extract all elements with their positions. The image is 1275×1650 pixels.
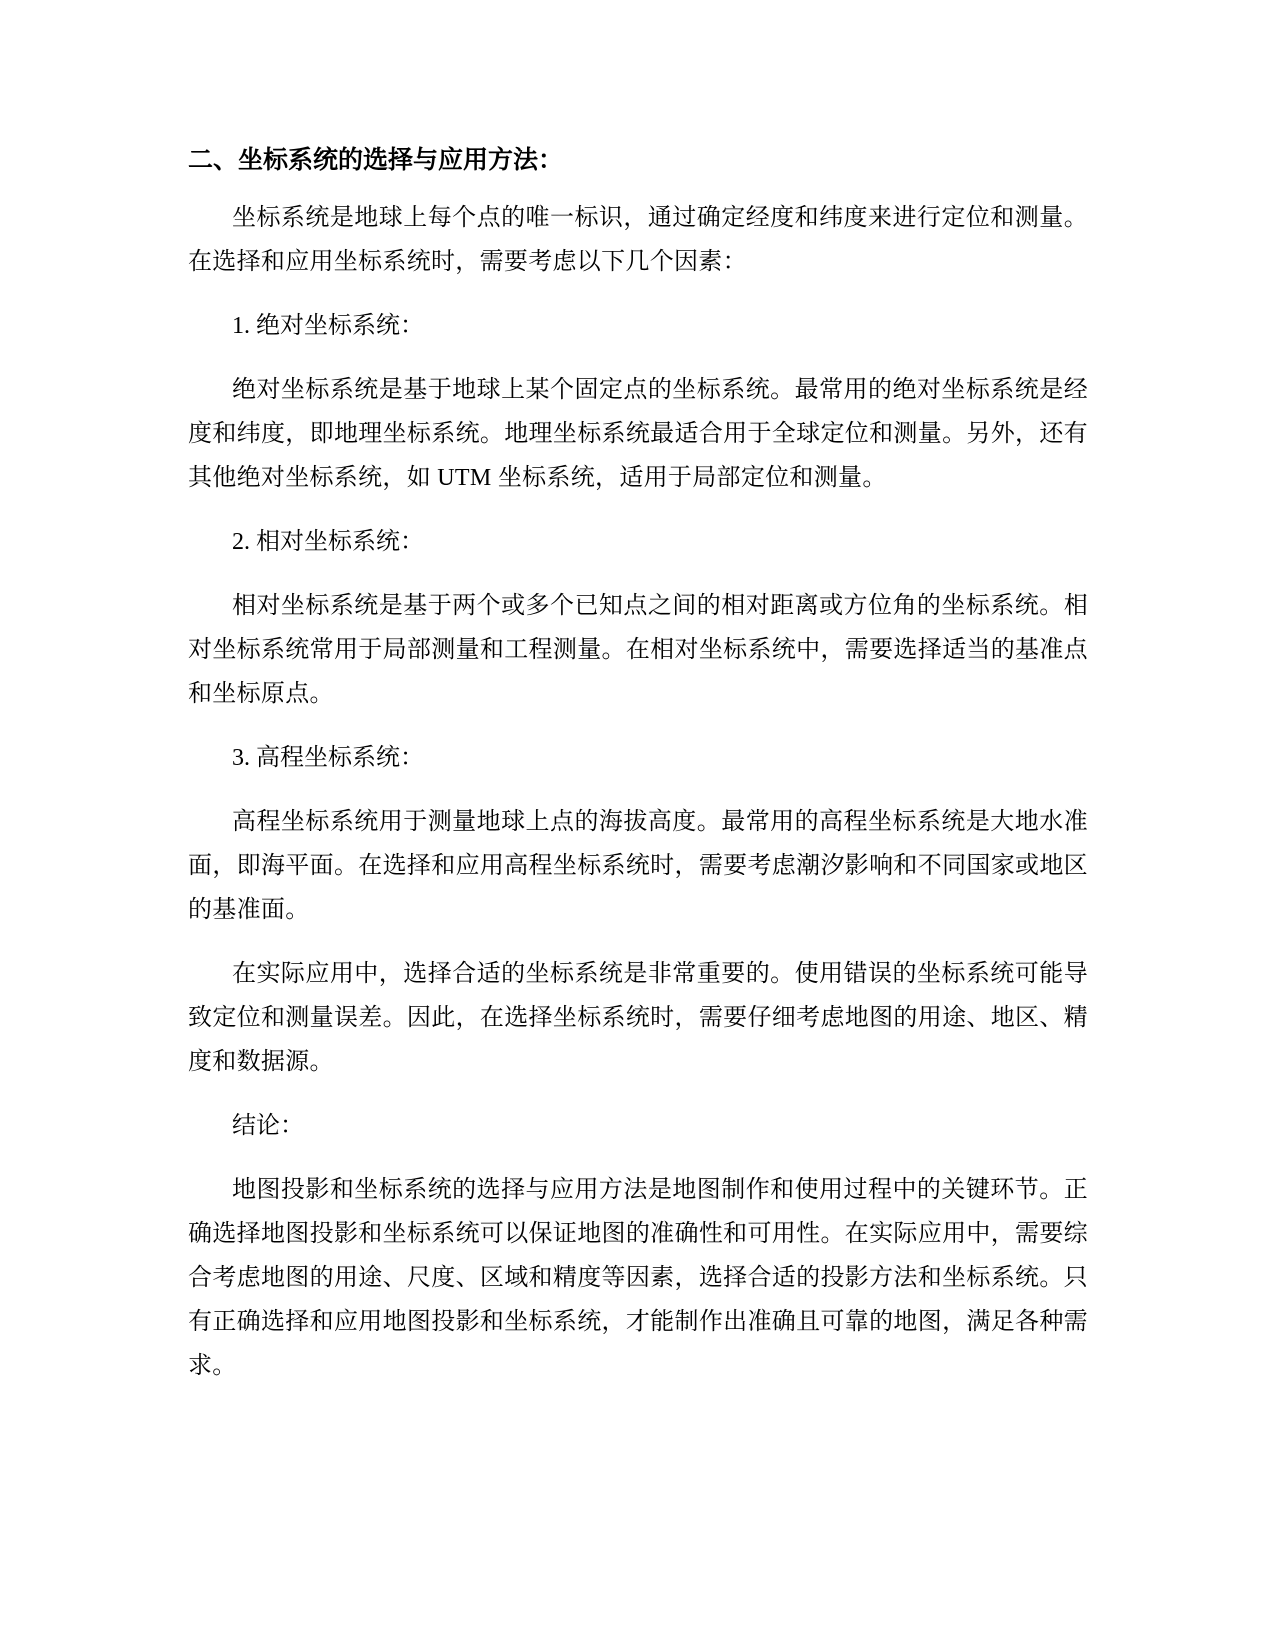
conclusion-title: 结论： bbox=[232, 1113, 304, 1139]
document-body bbox=[188, 138, 1088, 1408]
item-title-absolute: 1. 绝对坐标系统： bbox=[232, 313, 424, 339]
practice-paragraph: 在实际应用中，选择合适的坐标系统是非常重要的。使用错误的坐标系统可能导致定位和测量误差。因此，在选择坐标系统时，需要仔细考虑地图的用途、地区、精度和数据源。 bbox=[188, 961, 1088, 1075]
intro-paragraph: 坐标系统是地球上每个点的唯一标识，通过确定经度和纬度来进行定位和测量。在选择和应用坐标系统时，需要考虑以下几个因素： bbox=[188, 205, 1088, 275]
item-body-elevation: 高程坐标系统用于测量地球上点的海拔高度。最常用的高程坐标系统是大地水准面，即海平面。在选择和应用高程坐标系统时，需要考虑潮汐影响和不同国家或地区的基准面。 bbox=[188, 809, 1088, 923]
section-heading: 二、坐标系统的选择与应用方法： bbox=[188, 146, 564, 174]
item-body-relative: 相对坐标系统是基于两个或多个已知点之间的相对距离或方位角的坐标系统。相对坐标系统常用于局部测量和工程测量。在相对坐标系统中，需要选择适当的基准点和坐标原点。 bbox=[188, 593, 1088, 707]
item-title-elevation: 3. 高程坐标系统： bbox=[232, 745, 424, 771]
item-title-relative: 2. 相对坐标系统： bbox=[232, 529, 424, 555]
conclusion-paragraph: 地图投影和坐标系统的选择与应用方法是地图制作和使用过程中的关键环节。正确选择地图投影和坐标系统可以保证地图的准确性和可用性。在实际应用中，需要综合考虑地图的用途、尺度、区域和精度等因素，选择合适的投影方法和坐标系统。只有正确选择和应用地图投影和坐标系统，才能制作出准确且可靠的地图，满足各种需求。 bbox=[188, 1177, 1088, 1379]
item-body-absolute: 绝对坐标系统是基于地球上某个固定点的坐标系统。最常用的绝对坐标系统是经度和纬度，即地理坐标系统。地理坐标系统最适合用于全球定位和测量。另外，还有其他绝对坐标系统，如 UTM 坐标系统，适用于局部定位和测量。 bbox=[188, 377, 1088, 491]
